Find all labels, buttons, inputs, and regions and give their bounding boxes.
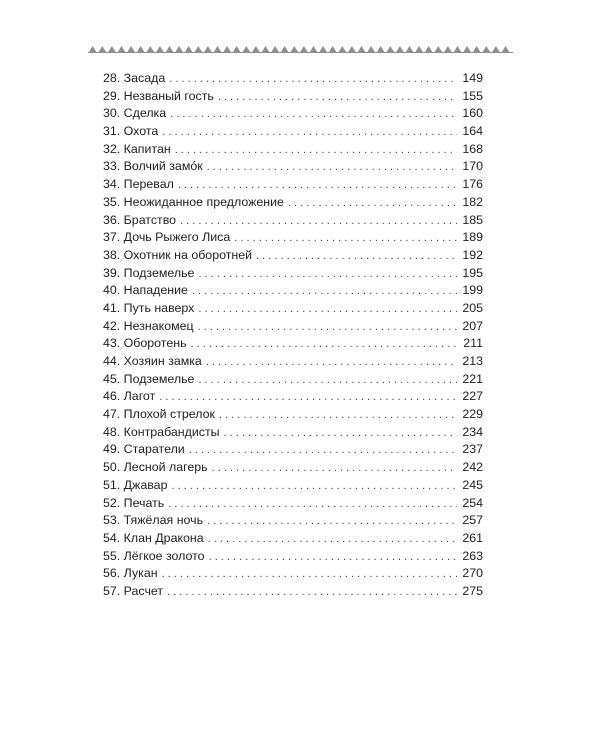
triangle-border-icon	[214, 46, 221, 52]
toc-entry-page: 195	[462, 265, 483, 280]
toc-entry-page: 275	[462, 583, 483, 598]
toc-entry	[103, 371, 483, 389]
toc-entry-page: 168	[462, 141, 483, 156]
dot-leader	[288, 195, 457, 213]
toc-entry	[103, 424, 483, 442]
triangle-border-icon	[406, 46, 413, 52]
dot-leader	[198, 266, 457, 284]
toc-entry	[103, 247, 483, 265]
toc-entry-title: 35. Неожиданное предложение	[103, 194, 284, 209]
toc-entry	[103, 477, 483, 495]
triangle-border-icon	[262, 46, 269, 52]
toc-entry-page: 270	[462, 566, 483, 581]
triangle-border-icon	[358, 46, 365, 52]
toc-entry	[103, 406, 483, 424]
toc-entry	[103, 141, 483, 159]
triangle-border-icon	[271, 46, 278, 52]
dot-leader	[162, 566, 457, 584]
toc-entry-title: 34. Перевал	[103, 177, 174, 192]
triangle-border-icon	[185, 46, 192, 52]
toc-entry	[103, 176, 483, 194]
triangle-border-icon	[310, 46, 317, 52]
toc-entry-title: 55. Лёгкое золото	[103, 548, 205, 563]
toc-entry-title: 50. Лесной лагерь	[103, 460, 208, 475]
dot-leader	[224, 425, 457, 443]
triangle-border-icon	[348, 46, 355, 52]
dot-leader	[171, 478, 457, 496]
dot-leader	[191, 336, 457, 354]
toc-entry-title: 56. Лукан	[103, 566, 158, 581]
dot-leader	[159, 389, 457, 407]
toc-entry-page: 205	[462, 300, 483, 315]
toc-entry-title: 39. Подземелье	[103, 265, 195, 280]
triangle-border-icon	[99, 46, 106, 52]
dot-leader	[198, 372, 457, 390]
toc-entry-page: 211	[463, 336, 483, 351]
toc-entry-page: 207	[462, 318, 483, 333]
triangle-border-icon	[502, 46, 509, 52]
toc-entry-title: 54. Клан Дракона	[103, 530, 204, 545]
triangle-border-icon	[281, 46, 288, 52]
toc-entry-page: 160	[462, 106, 483, 121]
toc-entry-page: 164	[462, 124, 483, 139]
toc-entry-title: 33. Волчий замóк	[103, 159, 203, 174]
toc-entry	[103, 229, 483, 247]
triangle-border-icon	[387, 46, 394, 52]
toc-entry	[103, 565, 483, 583]
toc-entry	[103, 265, 483, 283]
toc-entry	[103, 318, 483, 336]
toc-entry-title: 29. Незваный гость	[103, 88, 214, 103]
dot-leader	[162, 124, 457, 142]
toc-entry-title: 51. Джавар	[103, 477, 168, 492]
triangle-border-icon	[415, 46, 422, 52]
dot-leader	[168, 496, 457, 514]
dot-leader	[219, 407, 457, 425]
triangle-border-icon	[463, 46, 470, 52]
triangle-border-icon	[492, 46, 499, 52]
triangle-border-icon	[252, 46, 259, 52]
toc-entry	[103, 158, 483, 176]
dot-leader	[256, 248, 457, 266]
dot-leader	[208, 531, 457, 549]
toc-entry-title: 28. Засада	[103, 71, 166, 85]
toc-entry	[103, 495, 483, 513]
triangle-border-icon	[175, 46, 182, 52]
triangle-border-icon	[147, 46, 154, 52]
toc-entry-page: 257	[462, 513, 483, 528]
toc-entry-page: 185	[462, 212, 483, 227]
dot-leader	[206, 354, 457, 372]
toc-entry	[103, 441, 483, 459]
triangle-border-icon	[291, 46, 298, 52]
toc-entry-title: 42. Незнакомец	[103, 318, 194, 333]
toc-entry	[103, 300, 483, 318]
toc-entry-title: 38. Охотник на оборотней	[103, 247, 253, 262]
triangle-border-icon	[367, 46, 374, 52]
triangle-border-icon	[473, 46, 480, 52]
triangle-border-icon	[223, 46, 230, 52]
toc-entry-title: 37. Дочь Рыжего Лиса	[103, 230, 231, 245]
toc-entry-title: 57. Расчет	[103, 583, 164, 598]
toc-entry	[103, 105, 483, 123]
triangle-border-icon	[377, 46, 384, 52]
toc-entry-title: 52. Печать	[103, 495, 165, 510]
toc-entry	[103, 353, 483, 371]
toc-entry-page: 182	[462, 194, 483, 209]
toc-entry-title: 41. Путь наверх	[103, 300, 195, 315]
toc-entry	[103, 548, 483, 566]
toc-entry-page: 199	[462, 283, 483, 298]
dot-leader	[212, 460, 457, 478]
toc-entry-page: 213	[462, 354, 483, 368]
toc-entry-title: 46. Лагот	[103, 389, 156, 404]
triangle-border-icon	[425, 46, 432, 52]
triangle-border-icon	[89, 46, 96, 52]
dot-leader	[207, 513, 457, 531]
toc-entry-title: 53. Тяжёлая ночь	[103, 513, 204, 528]
dot-leader	[234, 230, 457, 248]
triangle-border-icon	[444, 46, 451, 52]
toc-entry-title: 44. Хозяин замка	[103, 354, 202, 368]
toc-entry	[103, 70, 483, 88]
toc-entry-page: 237	[462, 442, 483, 457]
decorative-border	[88, 42, 513, 60]
toc-entry-page: 254	[462, 495, 483, 510]
dot-leader	[192, 283, 457, 301]
toc-entry	[103, 194, 483, 212]
toc-entry-page: 263	[462, 548, 483, 563]
toc-entry	[103, 459, 483, 477]
triangle-border-icon	[454, 46, 461, 52]
triangle-border-icon	[483, 46, 490, 52]
triangle-border-icon	[233, 46, 240, 52]
toc-entry-title: 49. Старатели	[103, 442, 185, 457]
toc-entry-title: 45. Подземелье	[103, 371, 195, 386]
dot-leader	[167, 584, 457, 602]
toc-entry-title: 40. Нападение	[103, 283, 188, 298]
triangle-border-icon	[166, 46, 173, 52]
dot-leader	[170, 106, 457, 124]
triangle-border-icon	[127, 46, 134, 52]
toc-entry-page: 170	[462, 159, 483, 174]
toc-entry-title: 32. Капитан	[103, 141, 171, 156]
dot-leader	[178, 177, 457, 195]
toc-entry	[103, 212, 483, 230]
triangle-border-icon	[329, 46, 336, 52]
toc-entry	[103, 123, 483, 141]
toc-entry	[103, 583, 483, 601]
toc-entry-page: 221	[462, 371, 483, 386]
triangle-border-icon	[108, 46, 115, 52]
toc-entry-page: 227	[462, 389, 483, 404]
toc-entry-title: 47. Плохой стрелок	[103, 407, 215, 422]
toc-entry	[103, 88, 483, 106]
toc-entry	[103, 530, 483, 548]
toc-entry-page: 155	[462, 88, 483, 103]
toc-entry-title: 48. Контрабандисты	[103, 424, 220, 439]
toc-entry	[103, 335, 483, 353]
toc-entry-page: 245	[462, 477, 483, 492]
dot-leader	[198, 319, 457, 337]
toc-entry-title: 31. Охота	[103, 124, 159, 139]
triangle-border-icon	[137, 46, 144, 52]
triangle-border-icon	[204, 46, 211, 52]
triangle-border-icon	[339, 46, 346, 52]
triangle-border-icon	[156, 46, 163, 52]
toc-entry-page: 192	[462, 247, 483, 262]
toc-entry	[103, 282, 483, 300]
dot-leader	[198, 301, 457, 319]
toc-entry	[103, 388, 483, 406]
dot-leader	[169, 71, 457, 89]
toc-entry-page: 242	[462, 460, 483, 475]
table-of-contents	[103, 70, 483, 601]
toc-entry-title: 43. Оборотень	[103, 336, 187, 351]
dot-leader	[175, 142, 457, 160]
toc-entry-page: 234	[462, 424, 483, 439]
toc-entry-page: 229	[462, 407, 483, 422]
dot-leader	[218, 89, 457, 107]
dot-leader	[189, 442, 457, 460]
toc-entry-title: 30. Сделка	[103, 106, 167, 121]
toc-entry-page: 176	[462, 177, 483, 192]
triangle-border-icon	[243, 46, 250, 52]
dot-leader	[207, 159, 457, 177]
triangle-border-icon	[300, 46, 307, 52]
toc-entry-title: 36. Братство	[103, 212, 177, 227]
dot-leader	[180, 213, 457, 231]
triangle-border-icon	[396, 46, 403, 52]
toc-entry-page: 149	[462, 71, 483, 85]
dot-leader	[209, 549, 457, 567]
triangle-border-icon	[435, 46, 442, 52]
triangle-border-icon	[195, 46, 202, 52]
triangle-border-icon	[118, 46, 125, 52]
toc-entry-page: 189	[462, 230, 483, 245]
triangle-border-icon	[319, 46, 326, 52]
toc-entry	[103, 512, 483, 530]
toc-entry-page: 261	[462, 530, 483, 545]
